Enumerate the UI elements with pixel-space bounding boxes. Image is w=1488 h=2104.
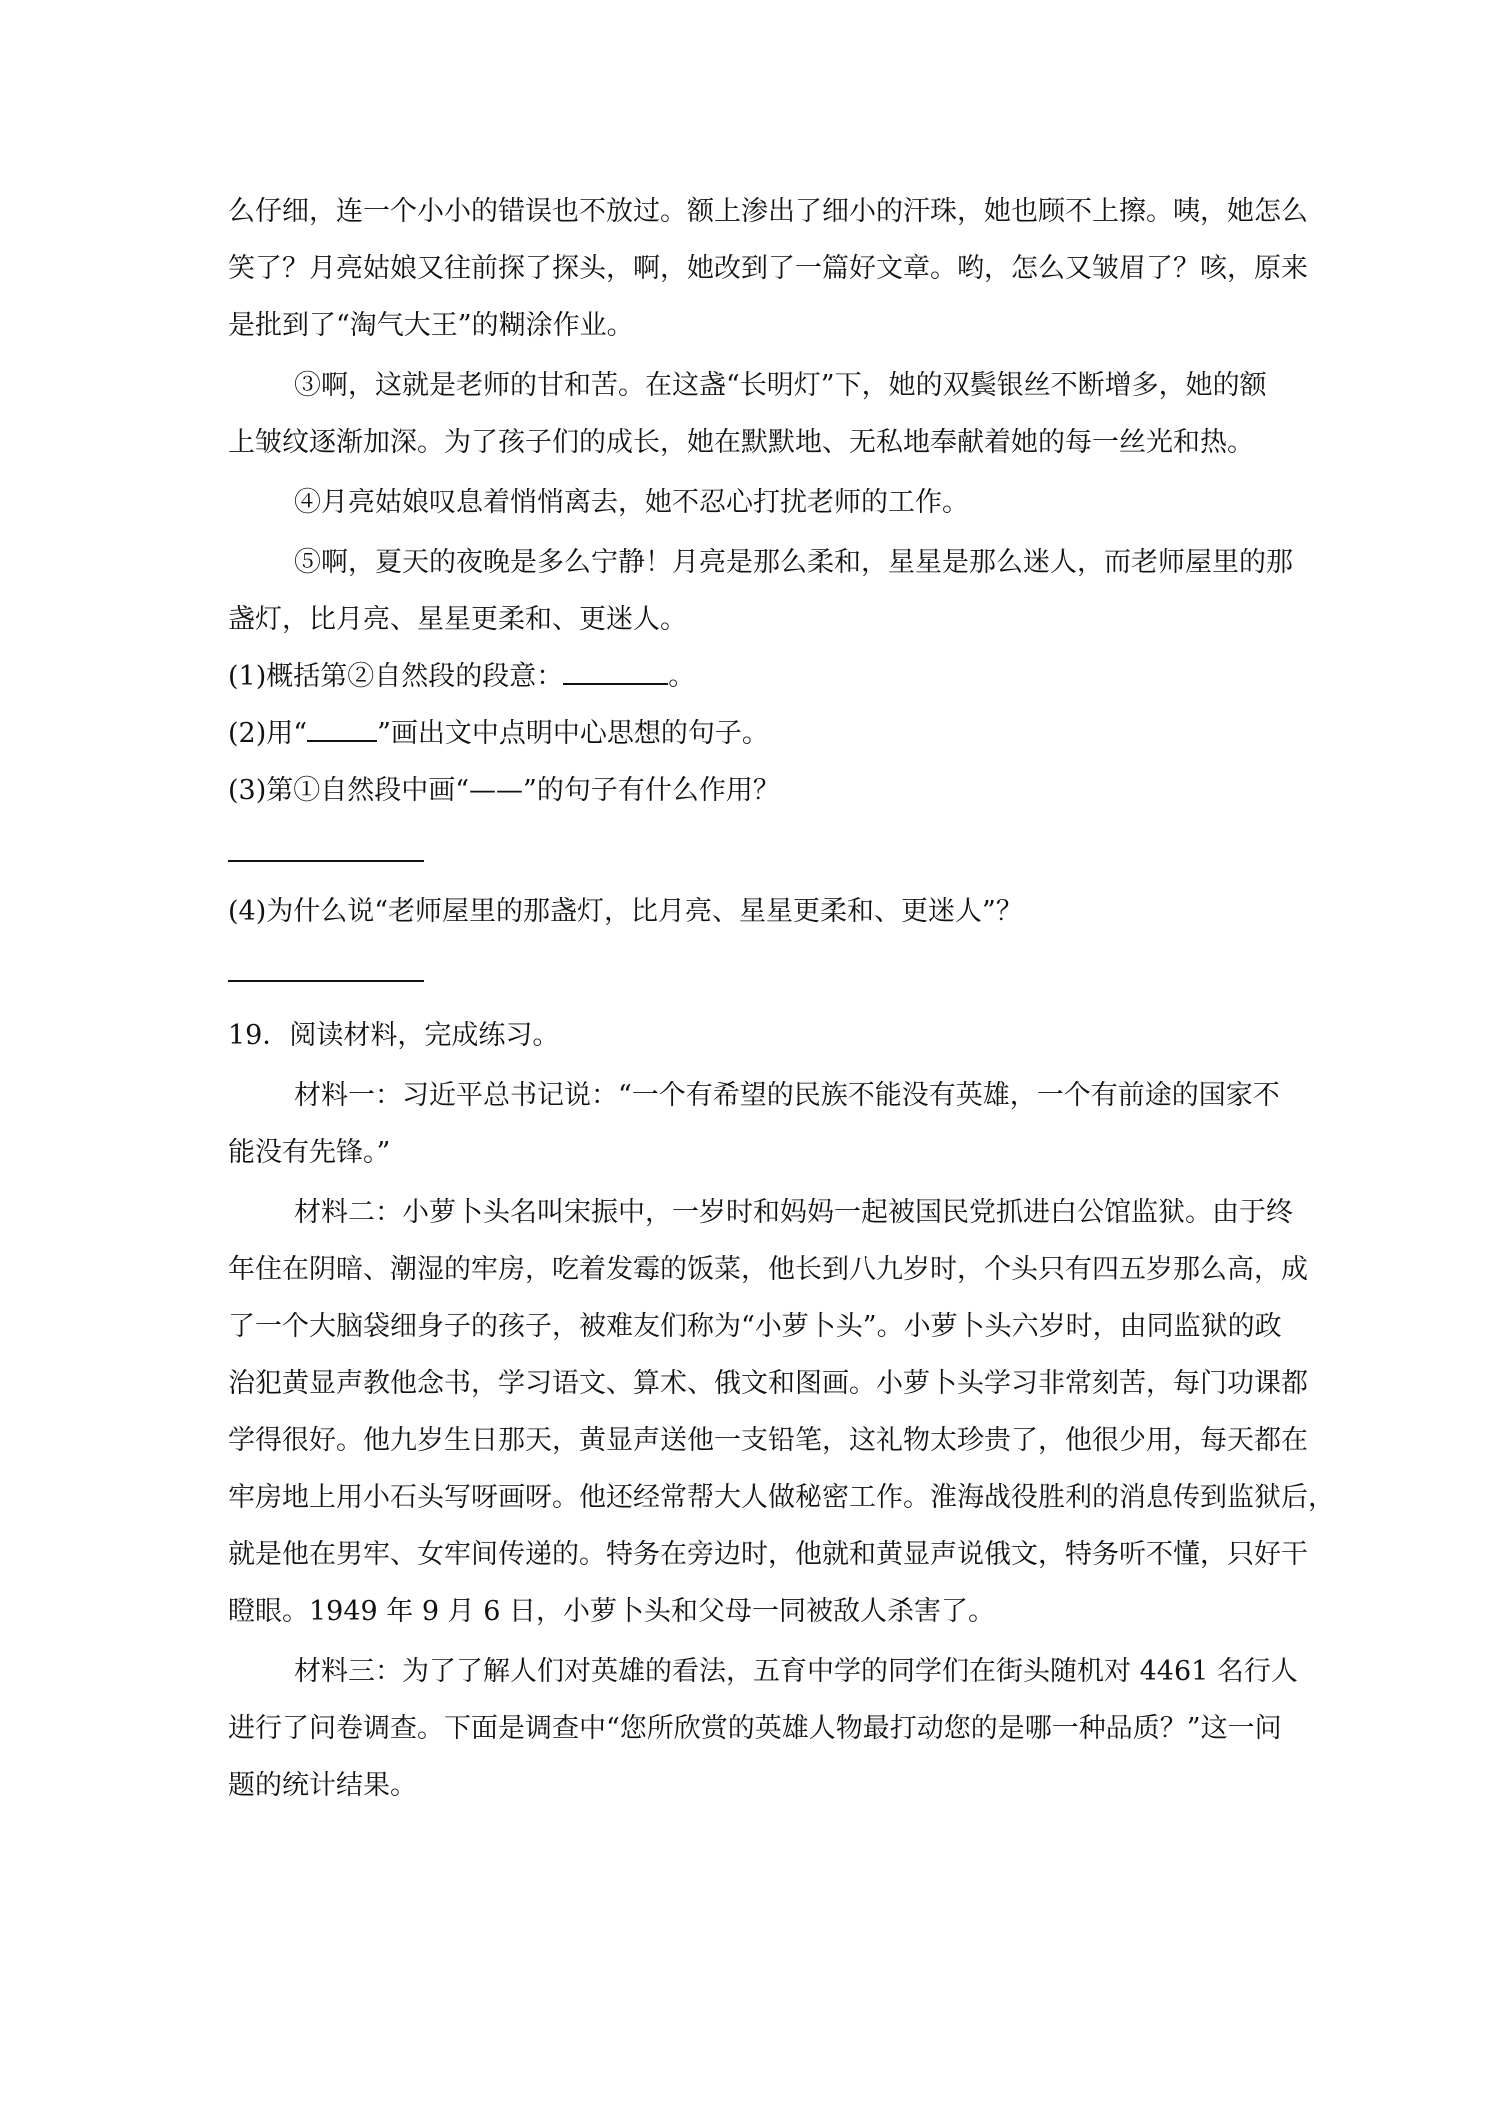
material-2-line-6: 牢房地上用小石头写呀画呀。他还经常帮大人做秘密工作。淮海战役胜利的消息传到监狱后， bbox=[228, 1482, 1335, 1513]
material-2-line-4: 治犯黄显声教他念书，学习语文、算术、俄文和图画。小萝卜头学习非常刻苦，每门功课都 bbox=[228, 1368, 1308, 1399]
material-2-line-5: 学得很好。他九岁生日那天，黄显声送他一支铅笔，这礼物太珍贵了，他很少用，每天都在 bbox=[228, 1425, 1308, 1456]
question-2-text: (2)用“ bbox=[228, 718, 308, 749]
question-3-answer-line[interactable] bbox=[228, 860, 424, 862]
passage-paragraph-5-line-2: 盏灯，比月亮、星星更柔和、更迷人。 bbox=[228, 604, 687, 635]
question-1-end: 。 bbox=[668, 661, 696, 692]
passage-paragraph-2-line-2: 笑了？月亮姑娘又往前探了探头，啊，她改到了一篇好文章。哟，怎么又皱眉了？咳，原来 bbox=[228, 253, 1308, 284]
question-1-text: (1)概括第②自然段的段意： bbox=[228, 661, 564, 692]
passage-paragraph-2-line-3: 是批到了“淘气大王”的糊涂作业。 bbox=[228, 310, 634, 341]
question-4: (4)为什么说“老师屋里的那盏灯，比月亮、星星更柔和、更迷人”？ bbox=[228, 896, 1023, 927]
question-4-answer-line[interactable] bbox=[228, 980, 424, 982]
material-3-line-3: 题的统计结果。 bbox=[228, 1770, 417, 1801]
material-2-line-8: 瞪眼。1949 年 9 月 6 日，小萝卜头和父母一同被敌人杀害了。 bbox=[228, 1596, 995, 1627]
question-1-blank[interactable] bbox=[563, 661, 668, 685]
material-3-line-1: 材料三：为了了解人们对英雄的看法，五育中学的同学们在街头随机对 4461 名行人 bbox=[294, 1656, 1298, 1687]
material-3-line-2: 进行了问卷调查。下面是调查中“您所欣赏的英雄人物最打动您的是哪一种品质？”这一问 bbox=[228, 1713, 1282, 1744]
material-2-line-7: 就是他在男牢、女牢间传递的。特务在旁边时，他就和黄显声说俄文，特务听不懂，只好干 bbox=[228, 1539, 1308, 1570]
passage-paragraph-3-line-1: ③啊，这就是老师的甘和苦。在这盏“长明灯”下，她的双鬓银丝不断增多，她的额 bbox=[294, 370, 1267, 401]
passage-paragraph-2-line-1: 么仔细，连一个小小的错误也不放过。额上渗出了细小的汗珠，她也顾不上擦。咦，她怎么 bbox=[228, 196, 1308, 227]
passage-paragraph-4-line-1: ④月亮姑娘叹息着悄悄离去，她不忍心打扰老师的工作。 bbox=[294, 487, 969, 518]
material-2-line-2: 年住在阴暗、潮湿的牢房，吃着发霉的饭菜，他长到八九岁时，个头只有四五岁那么高，成 bbox=[228, 1254, 1308, 1285]
question-2-text-end: ”画出文中点明中心思想的句子。 bbox=[377, 718, 769, 749]
question-3: (3)第①自然段中画“——”的句子有什么作用？ bbox=[228, 775, 780, 806]
underline-symbol bbox=[307, 718, 377, 742]
material-1-line-1: 材料一：习近平总书记说：“一个有希望的民族不能没有英雄，一个有前途的国家不 bbox=[294, 1080, 1280, 1111]
question-2 bbox=[228, 714, 769, 754]
question-1 bbox=[228, 657, 695, 697]
material-2-line-1: 材料二：小萝卜头名叫宋振中，一岁时和妈妈一起被国民党抓进白公馆监狱。由于终 bbox=[294, 1197, 1293, 1228]
passage-paragraph-5-line-1: ⑤啊，夏天的夜晚是多么宁静！月亮是那么柔和，星星是那么迷人，而老师屋里的那 bbox=[294, 547, 1293, 578]
material-2-line-3: 了一个大脑袋细身子的孩子，被难友们称为“小萝卜头”。小萝卜头六岁时，由同监狱的政 bbox=[228, 1311, 1282, 1342]
question-19-title: 19．阅读材料，完成练习。 bbox=[228, 1020, 560, 1051]
passage-paragraph-3-line-2: 上皱纹逐渐加深。为了孩子们的成长，她在默默地、无私地奉献着她的每一丝光和热。 bbox=[228, 427, 1254, 458]
material-1-line-2: 能没有先锋。” bbox=[228, 1137, 391, 1168]
